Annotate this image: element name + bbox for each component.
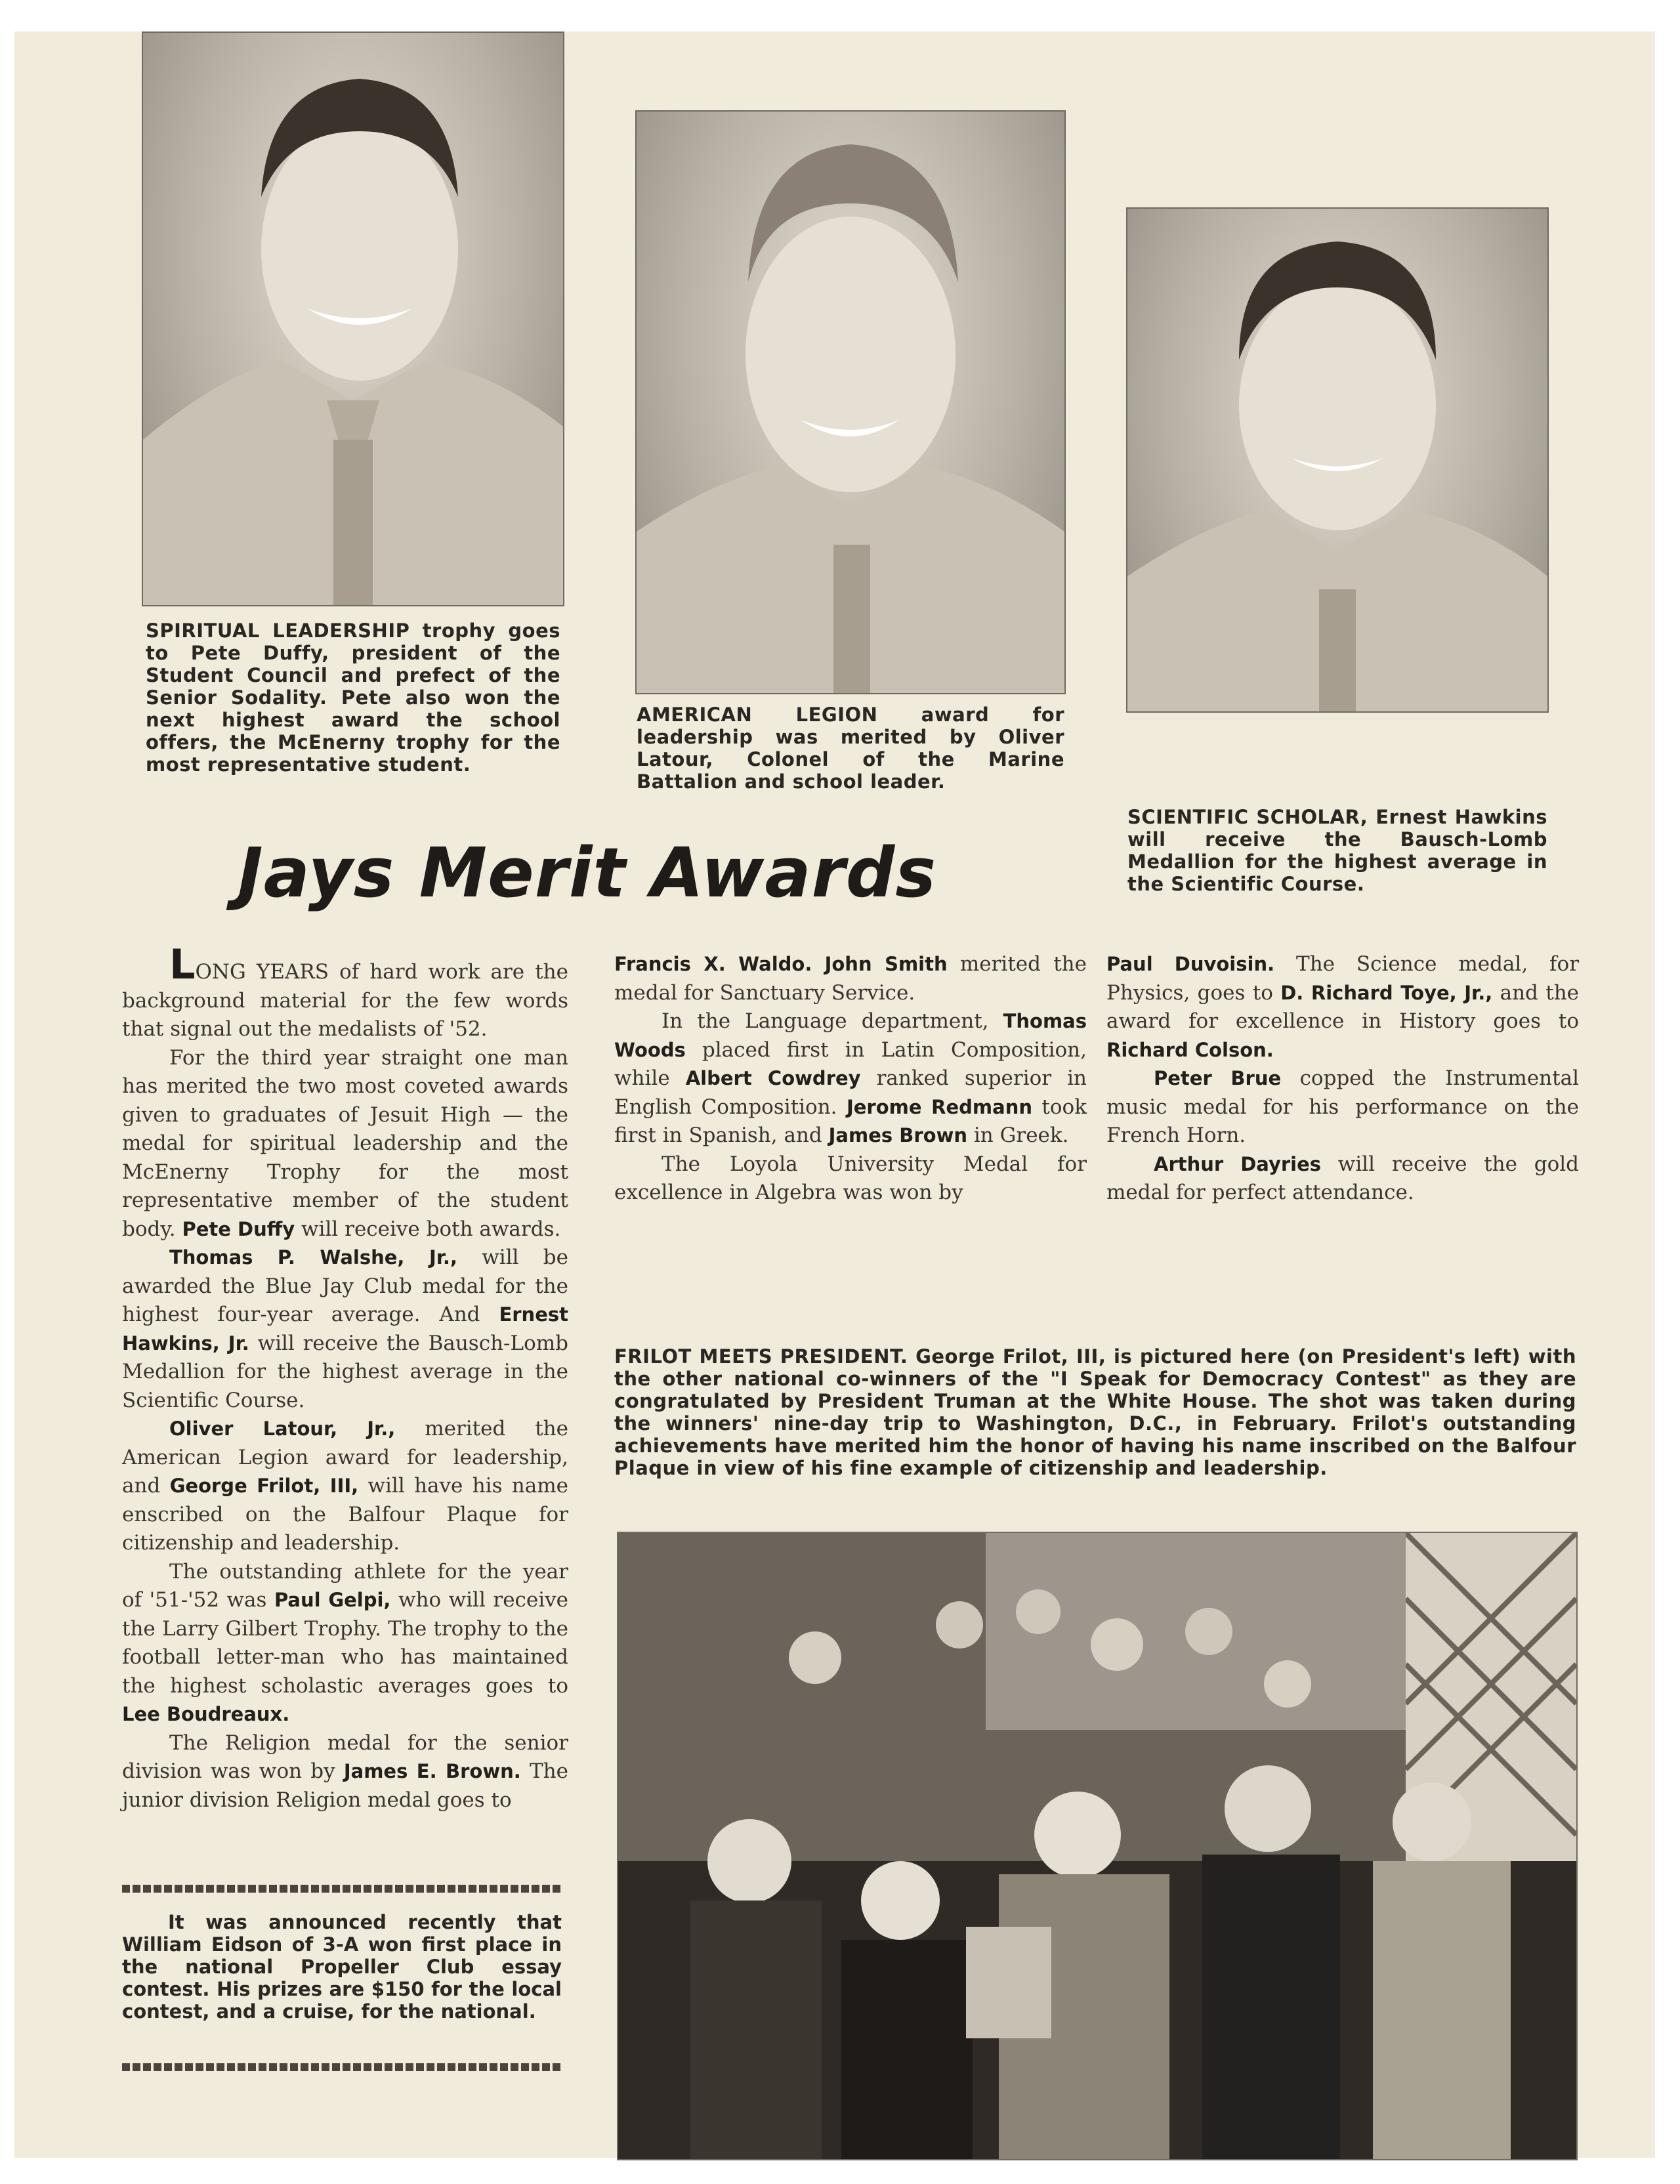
article-column-3 xyxy=(1106,950,1579,1208)
article-paragraph: Arthur Dayries will receive the gold medal for perfect attendance. xyxy=(1106,1152,1580,1204)
yearbook-page xyxy=(14,32,1655,2158)
article-paragraph: Oliver Latour, Jr., merited the American Legion award for leadership, and George Frilot, III, will have his name enscribed on the Balfour Plaque for citizenship and leadership. xyxy=(122,1417,568,1555)
article-paragraph: Francis X. Waldo. John Smith merited the medal for Sanctuary Service. xyxy=(614,952,1087,1005)
portrait-photo-duffy xyxy=(142,32,564,606)
page-title: Jays Merit Awards xyxy=(238,833,937,913)
article-paragraph: The Loyola University Medal for excellence in Algebra was won by xyxy=(614,1152,1087,1204)
caption-hawkins: SCIENTIFIC SCHOLAR, Ernest Hawkins will receive the Bausch-Lomb Medallion for the highest average in the Scientific Course. xyxy=(1127,806,1547,895)
caption-duffy: SPIRITUAL LEADERSHIP trophy goes to Pete Duffy, president of the Student Council and prefect of the Senior Sodality. Pete also won the next highest award the school offers, the McEnerny trophy for the most representative student. xyxy=(146,620,560,776)
propeller-club-note: It was announced recently that William Eidson of 3-A won first place in the national Propeller Club essay contest. His prizes are $150 for the local contest, and a cruise, for the national. xyxy=(122,1911,562,2023)
article-paragraph: Thomas P. Walshe, Jr., will be awarded the Blue Jay Club medal for the highest four-year average. And Ernest Hawkins, Jr. will receive the Bausch-Lomb Medallion for the highest average in the Scientific Course. xyxy=(122,1246,569,1412)
article-paragraph: The outstanding athlete for the year of '51-'52 was Paul Gelpi, who will receive the Larry Gilbert Trophy. The trophy to the football letter-man who has maintained the highest scholastic averages goes to Lee Boudreaux. xyxy=(122,1559,569,1725)
article-column-2 xyxy=(614,950,1087,1208)
article-column-1 xyxy=(122,940,569,1815)
portrait-photo-latour xyxy=(635,110,1066,694)
group-photo-truman xyxy=(617,1532,1578,2160)
caption-frilot: FRILOT MEETS PRESIDENT. George Frilot, III, is pictured here (on President's left) with the other national co-winners of the "I Speak for Democracy Contest" as they are congratulated by President Truman at the White House. The shot was taken during the winners' nine-day trip to Washington, D.C., in February. Frilot's outstanding achievements have merited him the honor of having his name inscribed on the Balfour Plaque in view of his fine example of citizenship and leadership. xyxy=(614,1345,1576,1479)
article-paragraph: In the Language department, Thomas Woods placed first in Latin Composition, while Albert Cowdrey ranked superior in English Composition. Jerome Redmann took first in Spanish, and James Brown in Greek. xyxy=(614,1009,1087,1147)
article-paragraph: The Religion medal for the senior division was won by James E. Brown. The junior division Religion medal goes to xyxy=(122,1731,568,1812)
article-paragraph: For the third year straight one man has merited the two most coveted awards given to graduates of Jesuit High — the medal for spiritual leadership and the McEnerny Trophy for the most representative member of the student body. Pete Duffy will receive both awards. xyxy=(122,1045,568,1241)
caption-latour: AMERICAN LEGION award for leadership was merited by Oliver Latour, Colonel of the Marine Battalion and school leader. xyxy=(637,704,1064,793)
article-paragraph: Paul Duvoisin. The Science medal, for Physics, goes to D. Richard Toye, Jr., and the award for excellence in History goes to Richard Colson. xyxy=(1106,952,1580,1061)
drop-cap: L xyxy=(169,940,196,988)
wavy-divider xyxy=(122,2063,562,2071)
article-paragraph: LONG YEARS of hard work are the background material for the few words that signal out the medalists of '52. xyxy=(122,940,568,1041)
article-paragraph: Peter Brue copped the Instrumental music medal for his performance on the French Horn. xyxy=(1106,1066,1579,1147)
portrait-photo-hawkins xyxy=(1126,207,1549,713)
wavy-divider xyxy=(122,1885,562,1893)
